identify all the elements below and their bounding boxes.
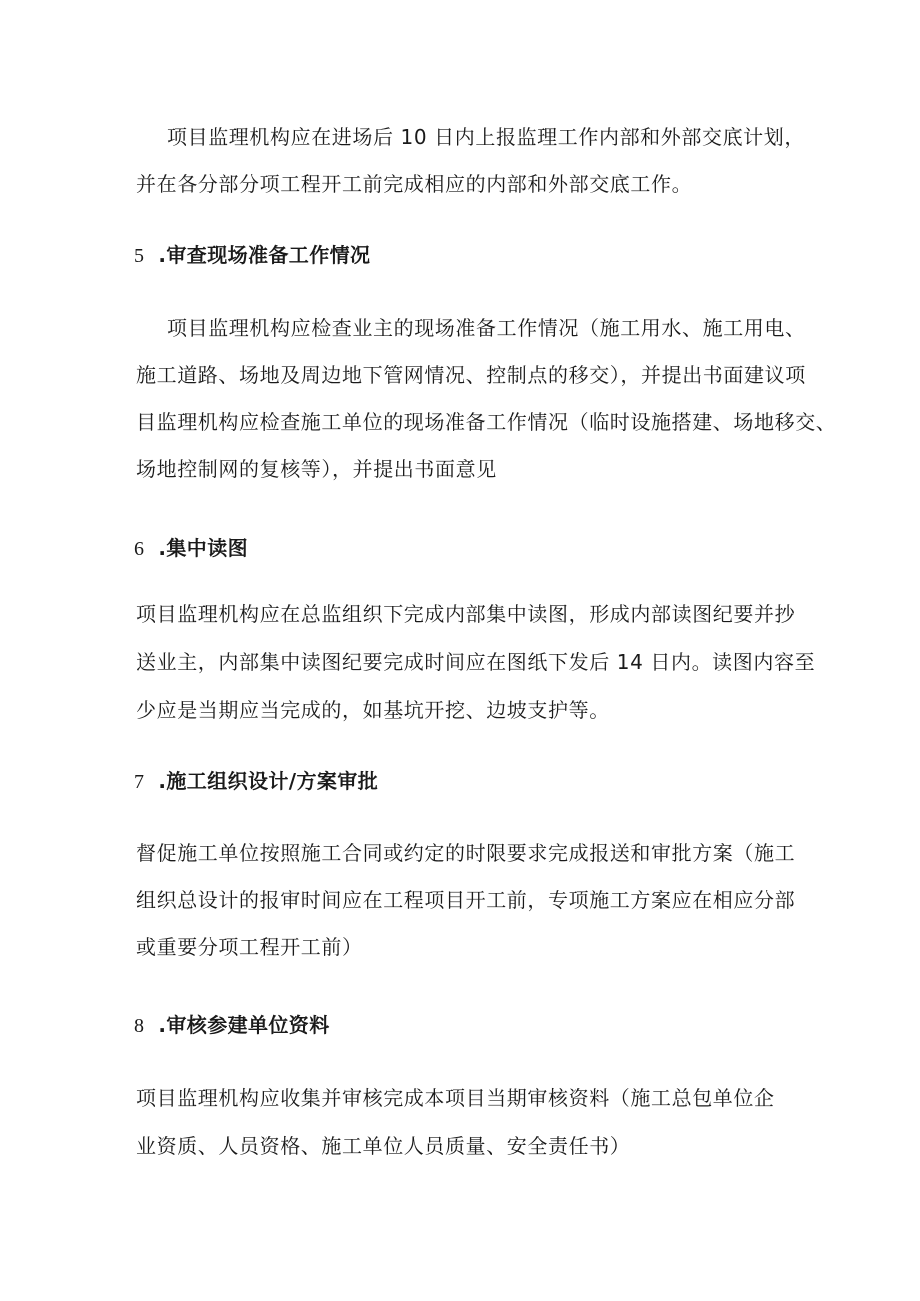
section-7-line-2: 组织总设计的报审时间应在工程项目开工前，专项施工方案应在相应分部 <box>136 888 796 912</box>
section-5-number: 5 <box>134 245 145 267</box>
section-8-line-1: 项目监理机构应收集并审核完成本项目当期审核资料（施工总包单位企 <box>136 1086 775 1110</box>
section-7-line-3: 或重要分项工程开工前） <box>136 935 363 959</box>
section-5-line-1: 项目监理机构应检查业主的现场准备工作情况（施工用水、施工用电、 <box>167 316 806 340</box>
section-8-title: .审核参建单位资料 <box>158 1013 330 1037</box>
section-6-line-3: 少应是当期应当完成的，如基坑开挖、边坡支护等。 <box>136 698 610 722</box>
section-6-title: .集中读图 <box>158 536 249 560</box>
section-5-title: .审查现场准备工作情况 <box>158 243 371 267</box>
section-7-title: .施工组织设计/方案审批 <box>158 769 379 793</box>
section-5-line-4: 场地控制网的复核等），并提出书面意见 <box>136 457 497 481</box>
section-5-line-3: 目监理机构应检查施工单位的现场准备工作情况（临时设施搭建、场地移交、 <box>136 410 837 434</box>
section-5-heading <box>134 242 370 269</box>
section-8-heading <box>134 1012 330 1039</box>
section-6-heading <box>134 535 248 562</box>
section-6-line-1: 项目监理机构应在总监组织下完成内部集中读图，形成内部读图纪要并抄 <box>136 602 796 626</box>
section-6-number: 6 <box>134 538 145 560</box>
section-6-line-2: 送业主，内部集中读图纪要完成时间应在图纸下发后 14 日内。读图内容至 <box>136 650 816 674</box>
intro-line-1: 项目监理机构应在进场后 10 日内上报监理工作内部和外部交底计划， <box>167 125 805 149</box>
section-7-heading <box>134 768 378 795</box>
section-8-number: 8 <box>134 1015 145 1037</box>
intro-line-2: 并在各分部分项工程开工前完成相应的内部和外部交底工作。 <box>136 172 693 196</box>
section-7-line-1: 督促施工单位按照施工合同或约定的时限要求完成报送和审批方案（施工 <box>136 841 796 865</box>
section-5-line-2: 施工道路、场地及周边地下管网情况、控制点的移交），并提出书面建议项 <box>136 363 806 387</box>
section-8-line-2: 业资质、人员资格、施工单位人员质量、安全责任书） <box>136 1134 631 1158</box>
section-7-number: 7 <box>134 771 145 793</box>
